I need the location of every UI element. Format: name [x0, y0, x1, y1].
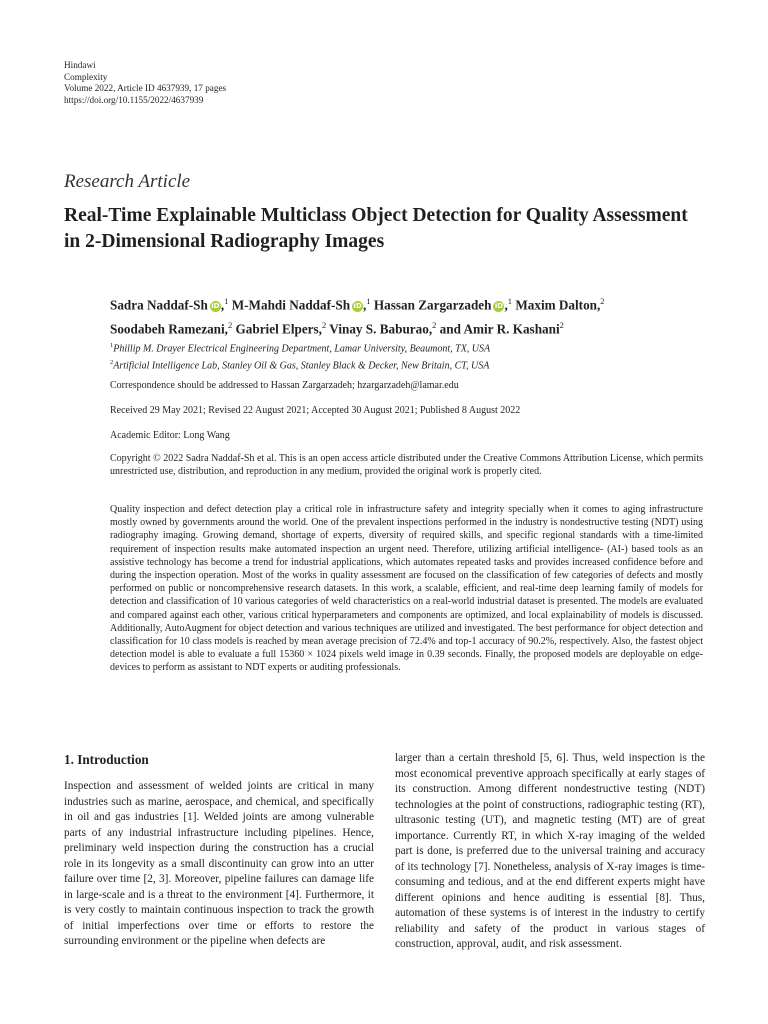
affiliation-marker: 2 [227, 320, 233, 331]
affiliation-list [110, 339, 490, 373]
orcid-icon[interactable]: iD [494, 302, 504, 311]
affiliation-marker: 1 [224, 296, 229, 306]
affiliation-marker: 1 [366, 296, 371, 306]
academic-editor: Academic Editor: Long Wang [110, 430, 230, 441]
author-name: Hassan Zargarzadeh [373, 297, 492, 313]
correspondence: Correspondence should be addressed to Hassan Zargarzadeh; hzargarzadeh@lamar.edu [110, 380, 459, 391]
doi-link[interactable]: https://doi.org/10.1155/2022/4637939 [64, 94, 204, 105]
author-list: Sadra Naddaf-Sh iD,$^1$ M-Mahdi Naddaf-Sh iD,$^1$ Hassan Zargarzadeh iD,$^1$ Maxim Dalton,$^2$ Soodabeh Ramezani,$^2$ Gabriel Elpers,$^2$ Vinay S. Baburao,$^2$ and Amir R. Kashani$^2$ [110, 296, 605, 337]
author-name: Maxim Dalton, [515, 297, 601, 313]
orcid-icon[interactable]: iD [211, 302, 220, 311]
affiliation-item: $^1$Phillip M. Drayer Electrical Engineering Department, Lamar University, Beaumont, TX, USA [110, 342, 491, 355]
affiliation-item: $^2$Artificial Intelligence Lab, Stanley Oil & Gas, Stanley Black & Decker, New Britain, CT, USA [110, 358, 490, 372]
affiliation-marker: 2 [321, 320, 327, 331]
paper-title: Real-Time Explainable Multiclass Object Detection for Quality Assessment in 2-Dimensional Radiography Images [64, 205, 688, 252]
affiliation-marker: 2 [600, 296, 605, 306]
volume-info: Volume 2022, Article ID 4637939, 17 pages [64, 83, 227, 94]
affiliation-marker: 2 [559, 320, 564, 331]
article-type: Research Article [64, 171, 191, 192]
author-name: and Amir R. Kashani [439, 321, 560, 337]
section-heading-introduction: 1. Introduction [64, 752, 149, 767]
body-column-right: larger than a certain threshold [5, 6]. Thus, weld inspection is the most economical preventive approach specifically at early stages of its construction. Among different nondestructive testing (NDT) technologies at the point of constructions, radiographic testing (RT), ultrasonic testing (UT), and magnetic testing (MT) are of great importance. Currently RT, in which X-ray imaging of the welded part is done, is preferred due to the universal training and accuracy of its technology [7]. Nonetheless, analysis of X-ray images is time-consuming and tedious, and at the end different experts might have different opinions and hence auditing is essential [8]. Thus, automation of these systems is of interest in the industry to certify reliability and safety of the product in various stages of construction, approval, audit, and risk assessment. [395, 752, 705, 950]
affiliation-marker: 2 [432, 320, 437, 331]
author-name: Vinay S. Baburao, [329, 321, 433, 337]
author-name: Gabriel Elpers, [235, 321, 322, 337]
publisher-name: Hindawi [64, 60, 96, 70]
author-name: M-Mahdi Naddaf-Sh [231, 297, 351, 313]
orcid-icon[interactable]: iD [353, 302, 362, 311]
author-name: Soodabeh Ramezani, [110, 321, 228, 337]
body-column-left: Inspection and assessment of welded joints are critical in many industries such as marine, aerospace, and chemical, and specifically in oil and gas industries [1]. Welded joints are among vulnerable parts of any industrial infrastructure including pipelines. Hence, preliminary weld inspection during the construction has a crucial role in its longevity as a small discontinuity can grow into an utter failure over time [2, 3]. Moreover, pipeline failures can damage life in large-scale and is a threat to the environment [4]. Furthermore, it is very costly to maintain continuous inspection to track the growth of initial imperfections over time or efforts to restore the surrounding environment or the pipeline when defects are [64, 780, 374, 947]
affiliation-marker: 1 [507, 296, 513, 306]
journal-header [64, 60, 226, 106]
author-name: Sadra Naddaf-Sh [110, 297, 208, 313]
article-dates: Received 29 May 2021; Revised 22 August 2021; Accepted 30 August 2021; Published 8 August 2022 [110, 405, 521, 416]
journal-name: Complexity [64, 71, 108, 82]
copyright-notice: Copyright © 2022 Sadra Naddaf-Sh et al. This is an open access article distributed under the Creative Commons Attribution License, which permits unrestricted use, distribution, and reproduction in any medium, provided the original work is properly cited. [110, 453, 703, 478]
abstract: Quality inspection and defect detection play a critical role in infrastructure safety and integrity specially when it comes to aging infrastructure mostly owned by governments around the world. One of the prevalent inspections performed in the industry is nondestructive testing (NDT) using radiography imaging. Growing demand, shortage of experts, diversity of required skills, and specific regional standards with a time-limited requirement of inspection results make automated inspection an urgent need. Therefore, utilizing artificial intelligence- (AI-) based tools as an assistive technology has become a trend for industrial applications, which automates repeated tasks and provides increased confidence before and during the inspection operation. Most of the works in quality assessment are focused on the classification of few categories of defects and mostly performed on public or noncomprehensive research datasets. In this work, a scalable, efficient, and real-time deep learning family of models for detection and classification of 10 various categories of weld characteristics on a real-world industrial dataset is presented. The models are evaluated and compared against each other, various critical hyperparameters and components are optimized, and local explainability of models is discussed. Additionally, AutoAugment for object detection and various techniques are utilized and investigated. The best performance for object detection and classification for 10 class models is reached by mean average precision of 72.4% and top-1 accuracy of 90.2%, respectively. Also, the fastest object detection model is able to evaluate a full 15360 × 1024 pixels weld image in 0.39 seconds. Finally, the proposed models are deployable on edge-devices to perform as assistant to NDT experts or auditing professionals. [110, 504, 703, 674]
